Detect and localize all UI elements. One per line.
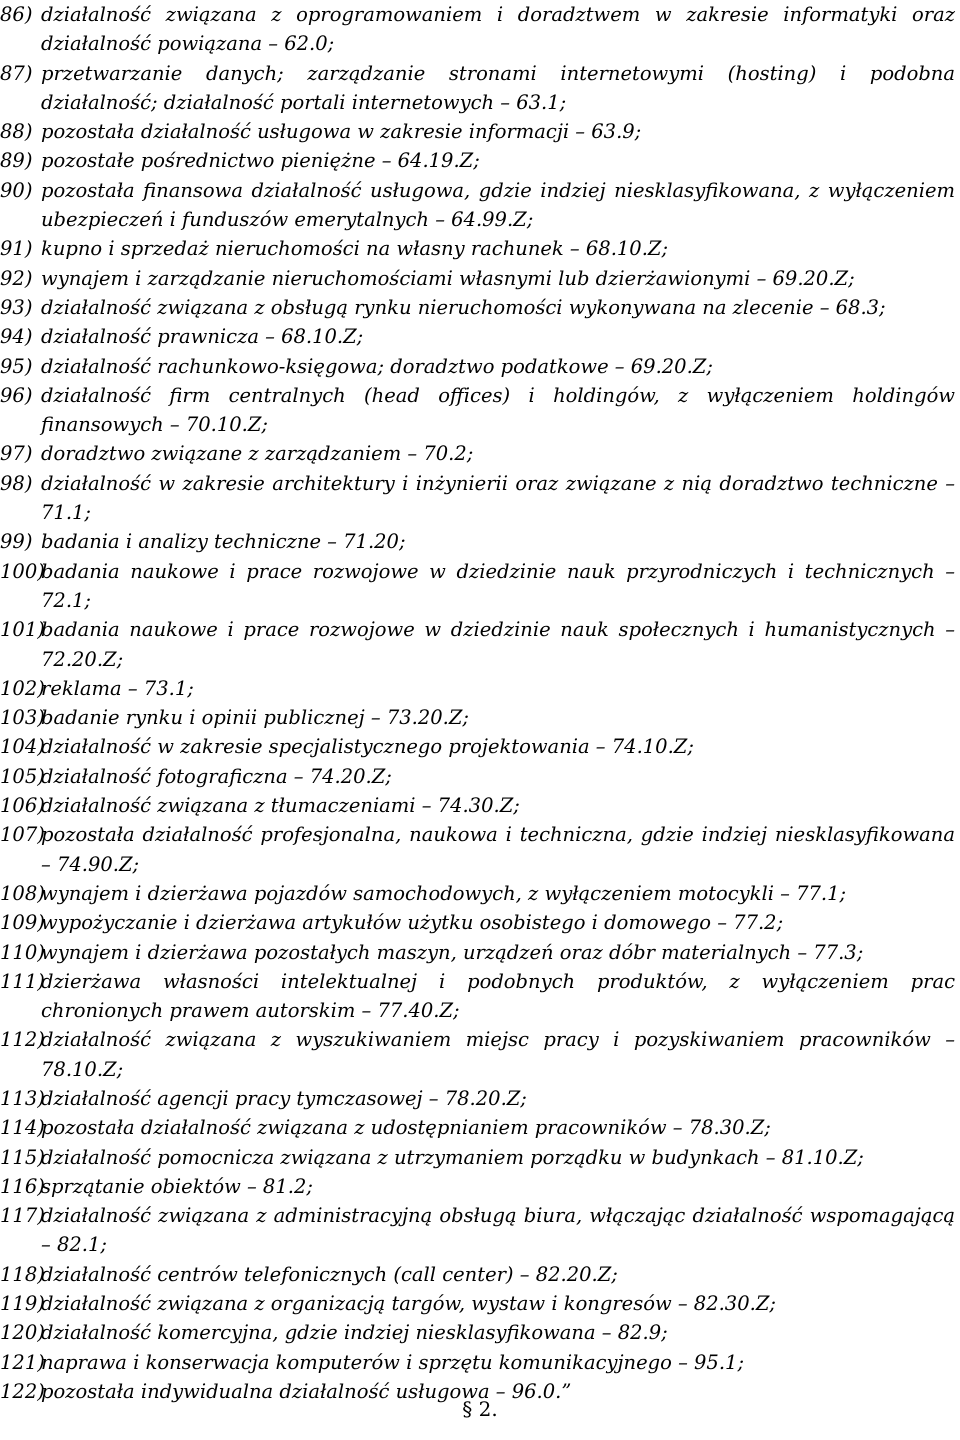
item-number: 93) bbox=[0, 295, 33, 319]
item-number: 110) bbox=[0, 940, 45, 964]
item-text: pozostała działalność usługowa w zakresie informacji – 63.9; bbox=[41, 120, 642, 144]
item-number: 86) bbox=[0, 3, 33, 26]
item-number: 89) bbox=[0, 149, 33, 173]
list-item bbox=[0, 1289, 955, 1318]
list-item bbox=[0, 820, 955, 879]
item-text: naprawa i konserwacja komputerów i sprzętu komunikacyjnego – 95.1; bbox=[41, 1350, 745, 1374]
list-item bbox=[0, 557, 955, 616]
item-number: 114) bbox=[0, 1116, 45, 1140]
list-item bbox=[0, 176, 955, 235]
item-number: 101) bbox=[0, 618, 45, 642]
item-number: 113) bbox=[0, 1086, 45, 1110]
list-item bbox=[0, 908, 955, 937]
item-number: 108) bbox=[0, 881, 45, 905]
list-item bbox=[0, 967, 955, 1026]
item-text: działalność w zakresie architektury i inżynierii oraz związane z nią doradztwo techniczne – 71.1; bbox=[41, 471, 955, 525]
list-item bbox=[0, 1260, 955, 1289]
item-text: badanie rynku i opinii publicznej – 73.20.Z; bbox=[41, 706, 469, 730]
item-number: 118) bbox=[0, 1262, 45, 1286]
item-text: sprzątanie obiektów – 81.2; bbox=[41, 1174, 313, 1198]
item-text: badania naukowe i prace rozwojowe w dziedzinie nauk społecznych i humanistycznych – 72.20.Z; bbox=[41, 618, 955, 671]
item-text: działalność związana z tłumaczeniami – 74.30.Z; bbox=[41, 794, 520, 818]
item-number: 90) bbox=[0, 178, 33, 202]
list-item bbox=[0, 674, 955, 703]
list-item bbox=[0, 1172, 955, 1201]
item-number: 121) bbox=[0, 1350, 45, 1374]
item-number: 100) bbox=[0, 559, 45, 583]
list-item bbox=[0, 1348, 955, 1377]
list-item bbox=[0, 293, 955, 322]
item-text: działalność komercyjna, gdzie indziej niesklasyfikowana – 82.9; bbox=[41, 1321, 668, 1345]
item-number: 112) bbox=[0, 1028, 45, 1052]
list-item bbox=[0, 1084, 955, 1113]
list-item bbox=[0, 1143, 955, 1172]
list-item bbox=[0, 732, 955, 761]
list-item bbox=[0, 234, 955, 263]
item-text: wynajem i zarządzanie nieruchomościami własnymi lub dzierżawionymi – 69.20.Z; bbox=[41, 266, 855, 290]
item-text: dzierżawa własności intelektualnej i podobnych produktów, z wyłączeniem prac chronionych prawem autorskim – 77.40.Z; bbox=[41, 969, 955, 1023]
list-item bbox=[0, 59, 955, 118]
item-text: reklama – 73.1; bbox=[41, 676, 194, 700]
item-number: 102) bbox=[0, 676, 45, 700]
item-text: badania i analizy techniczne – 71.20; bbox=[41, 530, 406, 554]
item-number: 120) bbox=[0, 1321, 45, 1345]
list-item bbox=[0, 791, 955, 820]
item-number: 106) bbox=[0, 794, 45, 818]
item-text: działalność agencji pracy tymczasowej – 78.20.Z; bbox=[41, 1086, 527, 1110]
list-item bbox=[0, 1318, 955, 1347]
item-text: pozostałe pośrednictwo pieniężne – 64.19.Z; bbox=[41, 149, 480, 173]
item-text: działalność związana z wyszukiwaniem miejsc pracy i pozyskiwaniem pracowników – 78.10.Z; bbox=[41, 1028, 955, 1081]
item-number: 116) bbox=[0, 1174, 45, 1198]
list-item bbox=[0, 879, 955, 908]
item-number: 91) bbox=[0, 237, 33, 261]
list-item bbox=[0, 615, 955, 674]
list-item bbox=[0, 0, 955, 59]
item-text: wypożyczanie i dzierżawa artykułów użytku osobistego i domowego – 77.2; bbox=[41, 911, 784, 935]
item-text: wynajem i dzierżawa pojazdów samochodowych, z wyłączeniem motocykli – 77.1; bbox=[41, 881, 847, 905]
item-text: pozostała działalność profesjonalna, naukowa i techniczna, gdzie indziej niesklasyfikowana – 74.90.Z; bbox=[41, 823, 955, 876]
list-item bbox=[0, 381, 955, 440]
item-text: działalność związana z oprogramowaniem i doradztwem w zakresie informatyki oraz działalność powiązana – 62.0; bbox=[41, 3, 955, 56]
list-item bbox=[0, 1113, 955, 1142]
list-item bbox=[0, 322, 955, 351]
list-item bbox=[0, 527, 955, 556]
item-text: działalność związana z organizacją targów, wystaw i kongresów – 82.30.Z; bbox=[41, 1292, 776, 1316]
item-text: kupno i sprzedaż nieruchomości na własny rachunek – 68.10.Z; bbox=[41, 237, 669, 261]
item-text: działalność w zakresie specjalistycznego projektowania – 74.10.Z; bbox=[41, 735, 694, 759]
section-heading: § 2. bbox=[462, 1397, 498, 1421]
list-item bbox=[0, 439, 955, 468]
item-number: 117) bbox=[0, 1204, 45, 1228]
item-number: 111) bbox=[0, 969, 45, 993]
item-number: 88) bbox=[0, 120, 33, 144]
item-text: działalność centrów telefonicznych (call center) – 82.20.Z; bbox=[41, 1262, 618, 1286]
item-number: 115) bbox=[0, 1145, 45, 1169]
list-item bbox=[0, 1025, 955, 1084]
list-item bbox=[0, 264, 955, 293]
item-text: przetwarzanie danych; zarządzanie stronami internetowymi (hosting) i podobna działalność; działalność portali internetowych – 63.1; bbox=[41, 61, 955, 114]
item-text: pozostała finansowa działalność usługowa, gdzie indziej niesklasyfikowana, z wyłączeniem ubezpieczeń i funduszów emerytalnych – 64.99.Z; bbox=[41, 178, 955, 232]
item-number: 95) bbox=[0, 354, 33, 378]
item-text: działalność związana z administracyjną obsługą biura, włączając działalność wspomagającą – 82.1; bbox=[41, 1204, 955, 1257]
item-text: działalność fotograficzna – 74.20.Z; bbox=[41, 764, 392, 788]
list-item bbox=[0, 1201, 955, 1260]
list-item bbox=[0, 352, 955, 381]
item-text: działalność prawnicza – 68.10.Z; bbox=[41, 325, 364, 349]
item-text: pozostała indywidualna działalność usługowa – 96.0.” bbox=[41, 1379, 572, 1403]
list-item bbox=[0, 938, 955, 967]
item-text: działalność rachunkowo-księgowa; doradztwo podatkowe – 69.20.Z; bbox=[41, 354, 713, 378]
item-text: badania naukowe i prace rozwojowe w dziedzinie nauk przyrodniczych i technicznych – 72.1; bbox=[41, 559, 955, 612]
item-number: 97) bbox=[0, 442, 33, 466]
item-text: pozostała działalność związana z udostępnianiem pracowników – 78.30.Z; bbox=[41, 1116, 771, 1140]
list-item bbox=[0, 703, 955, 732]
item-number: 107) bbox=[0, 823, 45, 847]
item-text: działalność firm centralnych (head offices) i holdingów, z wyłączeniem holdingów finansowych – 70.10.Z; bbox=[41, 383, 955, 437]
list-item bbox=[0, 117, 955, 146]
item-number: 87) bbox=[0, 61, 33, 85]
list-item bbox=[0, 469, 955, 528]
item-number: 122) bbox=[0, 1379, 45, 1403]
item-text: działalność związana z obsługą rynku nieruchomości wykonywana na zlecenie – 68.3; bbox=[41, 295, 886, 319]
list-item bbox=[0, 146, 955, 175]
item-number: 98) bbox=[0, 471, 33, 495]
item-number: 109) bbox=[0, 911, 45, 935]
item-number: 99) bbox=[0, 530, 33, 554]
item-text: doradztwo związane z zarządzaniem – 70.2; bbox=[41, 442, 474, 466]
item-number: 96) bbox=[0, 383, 33, 407]
item-text: wynajem i dzierżawa pozostałych maszyn, urządzeń oraz dóbr materialnych – 77.3; bbox=[41, 940, 864, 964]
item-text: działalność pomocnicza związana z utrzymaniem porządku w budynkach – 81.10.Z; bbox=[41, 1145, 864, 1169]
item-number: 103) bbox=[0, 706, 45, 730]
item-number: 119) bbox=[0, 1292, 45, 1316]
item-number: 94) bbox=[0, 325, 33, 349]
item-number: 105) bbox=[0, 764, 45, 788]
item-number: 104) bbox=[0, 735, 45, 759]
list-item bbox=[0, 762, 955, 791]
item-number: 92) bbox=[0, 266, 33, 290]
